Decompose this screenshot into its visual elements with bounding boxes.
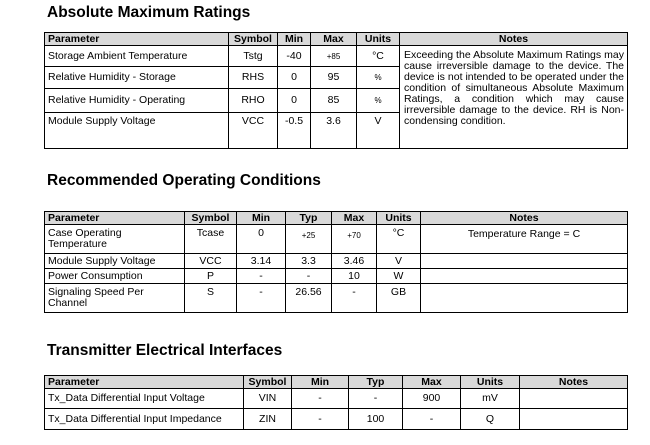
cell-units: V	[377, 254, 421, 269]
cell-symbol: P	[185, 269, 237, 284]
cell-notes	[520, 409, 628, 430]
tx-title: Transmitter Electrical Interfaces	[47, 342, 283, 359]
col-header-units: Units	[461, 376, 520, 389]
col-header-notes: Notes	[421, 212, 628, 225]
cell-parameter: Module Supply Voltage	[45, 254, 185, 269]
cell-min: 0	[278, 89, 311, 113]
cell-min: -	[237, 284, 286, 313]
col-header-parameter: Parameter	[45, 33, 229, 46]
col-header-units: Units	[357, 33, 400, 46]
cell-typ: -	[286, 269, 332, 284]
cell-min: 3.14	[237, 254, 286, 269]
cell-units: Q	[461, 409, 520, 430]
col-header-max: Max	[403, 376, 461, 389]
cell-symbol: ZIN	[244, 409, 292, 430]
cell-max: 3.6	[311, 113, 357, 149]
col-header-notes: Notes	[400, 33, 628, 46]
cell-max: -	[403, 409, 461, 430]
cell-max: +70	[332, 225, 377, 254]
col-header-notes: Notes	[520, 376, 628, 389]
cell-symbol: VCC	[185, 254, 237, 269]
cell-units: GB	[377, 284, 421, 313]
table-row	[45, 409, 628, 430]
col-header-min: Min	[237, 212, 286, 225]
cell-units: %	[357, 67, 400, 89]
rec-op-table	[44, 211, 628, 313]
cell-typ: 100	[349, 409, 403, 430]
cell-max: 95	[311, 67, 357, 89]
table-row	[45, 254, 628, 269]
cell-parameter: Relative Humidity - Operating	[45, 89, 229, 113]
cell-notes	[421, 284, 628, 313]
cell-parameter: Tx_Data Differential Input Voltage	[45, 389, 244, 409]
cell-parameter: Power Consumption	[45, 269, 185, 284]
cell-symbol: VIN	[244, 389, 292, 409]
cell-units: %	[357, 89, 400, 113]
cell-max: 85	[311, 89, 357, 113]
rec-op-title: Recommended Operating Conditions	[47, 172, 321, 189]
cell-units: °C	[377, 225, 421, 254]
cell-notes: Temperature Range = C	[421, 225, 628, 254]
col-header-symbol: Symbol	[185, 212, 237, 225]
cell-parameter: Relative Humidity - Storage	[45, 67, 229, 89]
col-header-min: Min	[292, 376, 349, 389]
col-header-parameter: Parameter	[45, 376, 244, 389]
cell-typ: -	[349, 389, 403, 409]
cell-units: mV	[461, 389, 520, 409]
cell-symbol: VCC	[229, 113, 278, 149]
col-header-symbol: Symbol	[244, 376, 292, 389]
cell-notes	[421, 254, 628, 269]
cell-min: 0	[278, 67, 311, 89]
col-header-max: Max	[332, 212, 377, 225]
cell-max: -	[332, 284, 377, 313]
cell-max: 3.46	[332, 254, 377, 269]
col-header-max: Max	[311, 33, 357, 46]
cell-max: 10	[332, 269, 377, 284]
cell-typ: 26.56	[286, 284, 332, 313]
cell-symbol: RHO	[229, 89, 278, 113]
cell-parameter: Storage Ambient Temperature	[45, 46, 229, 67]
cell-symbol: Tcase	[185, 225, 237, 254]
table-row	[45, 284, 628, 313]
cell-symbol: Tstg	[229, 46, 278, 67]
cell-min: -0.5	[278, 113, 311, 149]
col-header-min: Min	[278, 33, 311, 46]
cell-max: +85	[311, 46, 357, 67]
table-header-row	[45, 212, 628, 225]
table-row	[45, 225, 628, 254]
cell-units: W	[377, 269, 421, 284]
cell-units: V	[357, 113, 400, 149]
cell-symbol: RHS	[229, 67, 278, 89]
cell-min: -40	[278, 46, 311, 67]
notes-cell: Exceeding the Absolute Maximum Ratings may cause irreversible damage to the device. The device is not intended to be operated under the condition of simultaneous Absolute Maximum Ratings, a condition which may cause irreversible damage to the device. RH is Non-condensing condition.	[400, 46, 628, 149]
cell-min: -	[292, 389, 349, 409]
col-header-parameter: Parameter	[45, 212, 185, 225]
cell-min: 0	[237, 225, 286, 254]
table-row	[45, 269, 628, 284]
abs-max-table	[44, 32, 628, 149]
cell-notes	[421, 269, 628, 284]
cell-parameter: Tx_Data Differential Input Impedance	[45, 409, 244, 430]
table-row	[45, 389, 628, 409]
cell-min: -	[237, 269, 286, 284]
col-header-typ: Typ	[349, 376, 403, 389]
cell-parameter: Signaling Speed Per Channel	[45, 284, 185, 313]
cell-max: 900	[403, 389, 461, 409]
table-header-row	[45, 33, 628, 46]
cell-min: -	[292, 409, 349, 430]
cell-parameter: Module Supply Voltage	[45, 113, 229, 149]
table-header-row	[45, 376, 628, 389]
abs-max-title: Absolute Maximum Ratings	[47, 4, 251, 21]
cell-typ: +25	[286, 225, 332, 254]
col-header-units: Units	[377, 212, 421, 225]
tx-table	[44, 375, 628, 430]
col-header-typ: Typ	[286, 212, 332, 225]
cell-typ: 3.3	[286, 254, 332, 269]
cell-symbol: S	[185, 284, 237, 313]
cell-units: °C	[357, 46, 400, 67]
cell-parameter: Case Operating Temperature	[45, 225, 185, 254]
col-header-symbol: Symbol	[229, 33, 278, 46]
cell-notes	[520, 389, 628, 409]
table-row	[45, 46, 628, 67]
